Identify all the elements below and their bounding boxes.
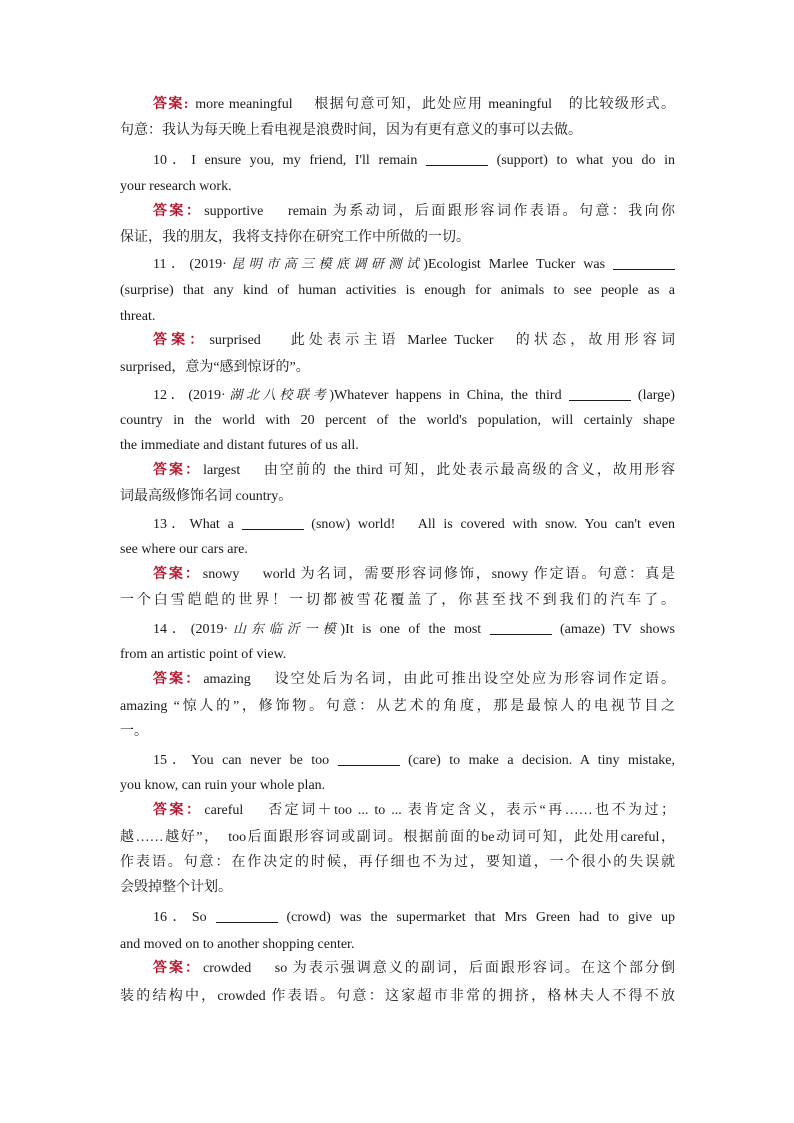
line-text: 越……越好”， too后面跟形容词或副词。根据前面的be动词可知，此处用careful，	[120, 830, 675, 845]
text-line	[120, 642, 675, 668]
line-text: 16．So	[153, 910, 216, 925]
line-text: largest 由空前的 the third 可知，此处表示最高级的含义，故用形容	[203, 463, 676, 478]
text-line	[120, 667, 675, 693]
line-text: careful 否定词＋too ... to ... 表肯定含义，表示“再……也不为过；	[204, 803, 675, 818]
line-text: country in the world with 20 percent of the world's population, will certainly shape	[120, 413, 675, 428]
line-text: (surprise) that any kind of human activities is enough for animals to see people as a	[120, 283, 675, 298]
line-text: amazing 设空处后为名词，由此可推出设空处应为形容词作定语。	[203, 672, 676, 687]
line-text: (snow) world! All is covered with snow. You can't even	[303, 517, 676, 532]
text-line	[120, 719, 675, 745]
line-text: 13．What a	[153, 517, 242, 532]
fill-in-blank	[216, 908, 278, 923]
text-line	[120, 278, 675, 304]
text-line	[120, 616, 675, 642]
line-text: from an artistic point of view.	[120, 647, 287, 662]
line-text: 一。	[120, 724, 148, 739]
line-text: (crowd) was the supermarket that Mrs Green had to give up	[277, 910, 675, 925]
answer-label: 答案：	[153, 803, 203, 818]
answer-label: 答案：	[153, 463, 202, 478]
line-text: 作表语。句意：在作决定的时候，再仔细也不为过，要知道，一个很小的失误就	[120, 855, 675, 870]
text-line	[120, 328, 675, 354]
text-line	[120, 748, 675, 774]
text-line	[120, 174, 675, 200]
line-text: the immediate and distant futures of us all.	[120, 438, 359, 453]
answer-label: 答案：	[153, 672, 202, 687]
line-text: (large)	[630, 388, 675, 403]
text-line	[120, 304, 675, 330]
line-text: )It is one of the most	[340, 622, 490, 637]
line-text: you know, can ruin your whole plan.	[120, 778, 326, 793]
line-text: your research work.	[120, 179, 232, 194]
answer-label: 答案：	[153, 333, 208, 348]
line-text: (support) to what you do in	[487, 153, 675, 168]
text-line	[120, 905, 675, 931]
text-line	[120, 773, 675, 799]
text-line	[120, 118, 675, 144]
answer-label: 答案：	[153, 567, 201, 582]
text-line	[120, 458, 675, 484]
line-text: 保证，我的朋友，我将支持你在研究工作中所做的一切。	[120, 230, 470, 245]
line-text: )Whatever happens in China, the third	[329, 388, 569, 403]
question-source: 山东临沂一模	[228, 621, 341, 636]
line-text: surprised，意为“感到惊讶的”。	[120, 360, 310, 375]
line-text: 会毁掉整个计划。	[120, 880, 232, 895]
question-source: 昆明市高三模底调研测试	[226, 256, 424, 271]
line-text: snowy world 为名词，需要形容词修饰，snowy 作定语。句意：真是	[202, 567, 676, 582]
line-text: 句意：我认为每天晚上看电视是浪费时间，因为有更有意义的事可以去做。	[120, 123, 582, 138]
fill-in-blank	[569, 386, 631, 401]
line-text: 15．You can never be too	[153, 753, 338, 768]
line-text: see where our cars are.	[120, 542, 248, 557]
text-line	[120, 251, 675, 277]
line-text: 装的结构中，crowded 作表语。句意：这家超市非常的拥挤，格林夫人不得不放	[120, 989, 675, 1004]
fill-in-blank	[490, 620, 552, 635]
text-line	[120, 875, 675, 901]
text-line	[120, 537, 675, 563]
text-line	[120, 956, 675, 982]
question-source: 湖北八校联考	[225, 387, 330, 402]
fill-in-blank	[338, 751, 400, 766]
text-line	[120, 484, 675, 510]
line-text: 10．I ensure you, my friend, I'll remain	[153, 153, 426, 168]
line-text: 11．(2019·	[153, 257, 227, 272]
fill-in-blank	[613, 255, 675, 270]
line-text: amazing “惊人的”，修饰物。句意：从艺术的角度，那是最惊人的电视节目之	[120, 699, 675, 714]
fill-in-blank	[426, 151, 488, 166]
line-text: crowded so 为表示强调意义的副词，后面跟形容词。在这个部分倒	[203, 961, 676, 976]
text-line	[120, 408, 675, 434]
line-text: (amaze) TV shows	[551, 622, 676, 637]
line-text: supportive remain 为系动词，后面跟形容词作表语。句意：我向你	[204, 204, 675, 219]
text-line	[120, 694, 675, 720]
line-text: 14．(2019·	[153, 622, 229, 637]
text-line	[120, 984, 675, 1010]
fill-in-blank	[242, 515, 304, 530]
text-line	[120, 148, 675, 174]
text-line	[120, 562, 675, 588]
line-text: 一个白雪皑皑的世界！一切都被雪花覆盖了，你甚至找不到我们的汽车了。	[120, 593, 675, 608]
text-line	[120, 825, 675, 851]
line-text: and moved on to another shopping center.	[120, 937, 355, 952]
text-line	[120, 382, 675, 408]
text-line	[120, 588, 675, 614]
answer-label: 答案:	[153, 97, 189, 112]
text-line	[120, 850, 675, 876]
line-text: more meaningful 根据句意可知，此处应用 meaningful 的比较级形式。	[190, 97, 675, 112]
answer-label: 答案：	[153, 961, 202, 976]
text-line	[120, 92, 675, 118]
line-text: 12．(2019·	[153, 388, 226, 403]
text-line	[120, 512, 675, 538]
text-line	[120, 932, 675, 958]
line-text: surprised 此处表示主语 Marlee Tucker 的状态，故用形容词	[209, 333, 675, 348]
text-line	[120, 199, 675, 225]
text-line	[120, 798, 675, 824]
text-line	[120, 355, 675, 381]
answer-label: 答案：	[153, 204, 203, 219]
line-text: )Ecologist Marlee Tucker was	[423, 257, 613, 272]
text-line	[120, 433, 675, 459]
line-text: (care) to make a decision. A tiny mistake,	[399, 753, 676, 768]
line-text: 词最高级修饰名词 country。	[120, 489, 293, 504]
line-text: threat.	[120, 309, 156, 324]
text-line	[120, 225, 675, 251]
